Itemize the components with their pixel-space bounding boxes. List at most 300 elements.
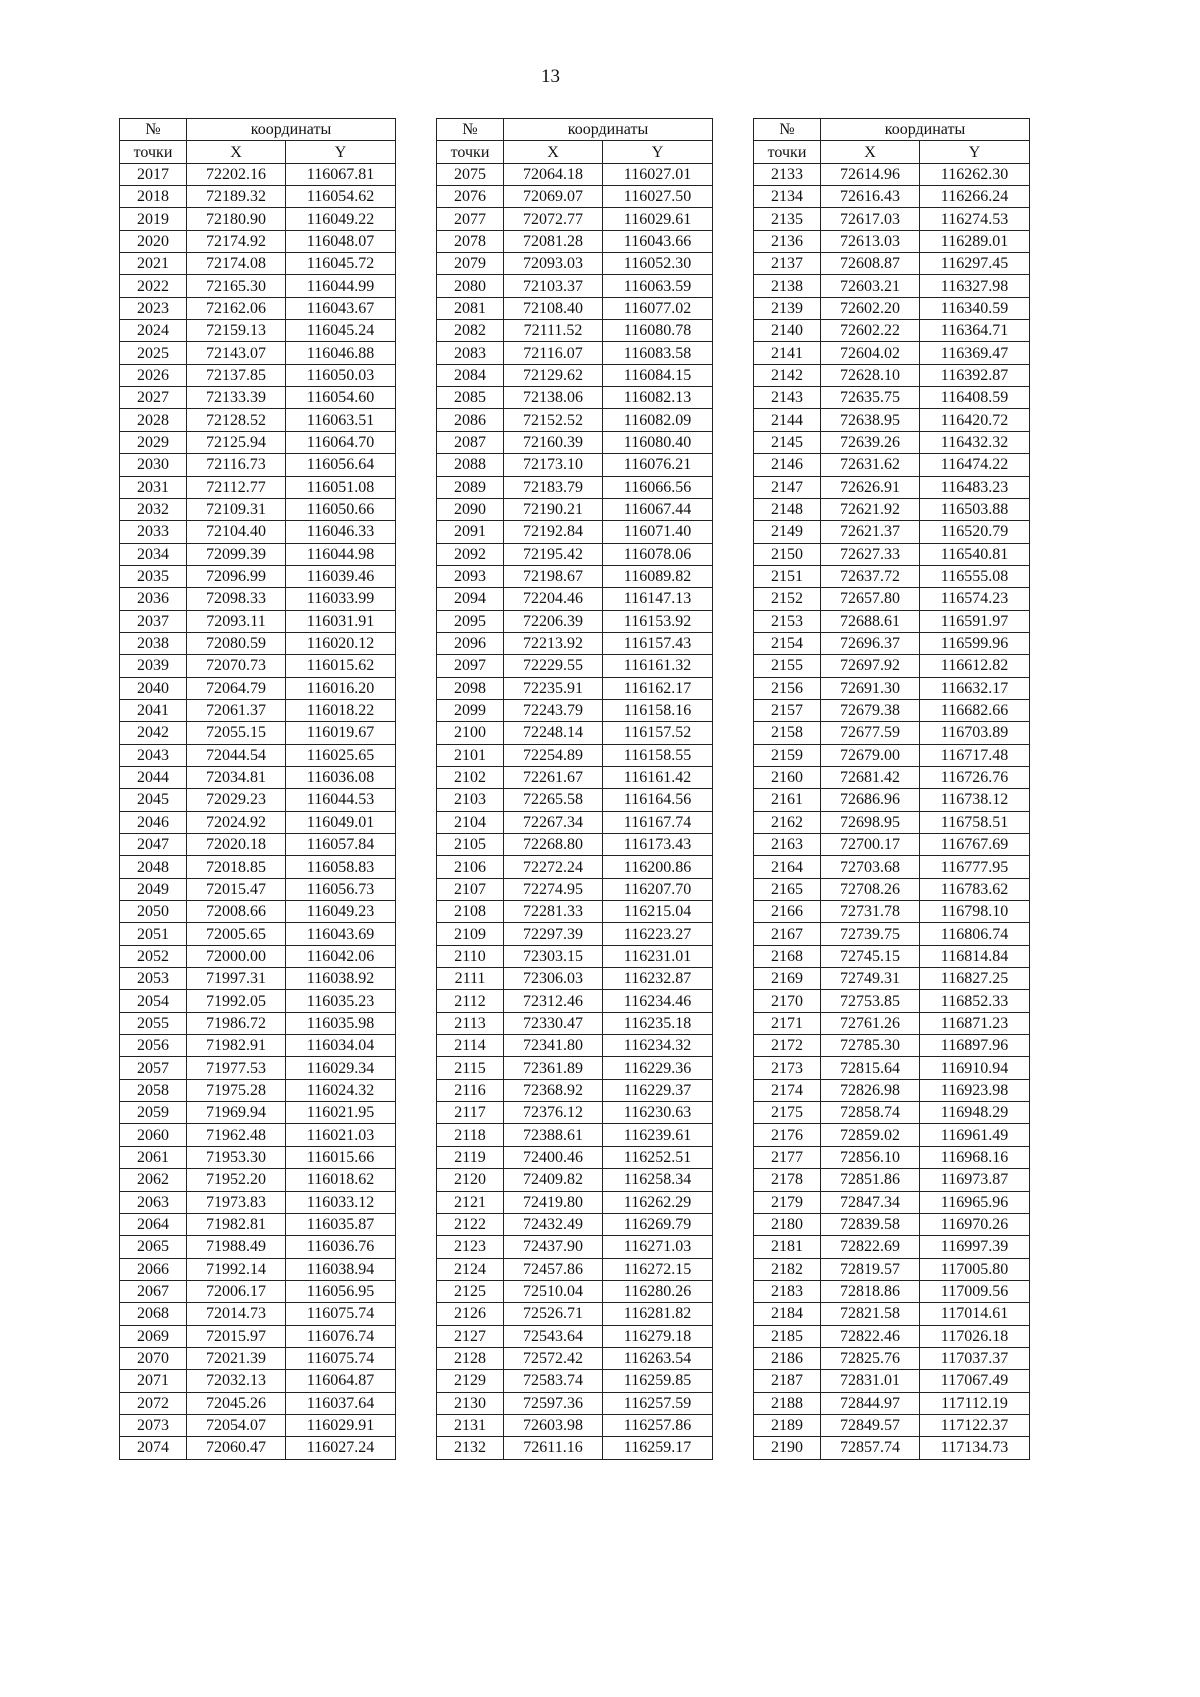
table-row	[120, 990, 396, 1012]
y-coordinate-cell: 116965.96	[920, 1191, 1030, 1213]
x-coordinate-cell: 72400.46	[504, 1146, 603, 1168]
x-coordinate-cell: 72061.37	[187, 699, 286, 721]
header-point-number-bottom: точки	[120, 141, 187, 163]
point-number-cell: 2161	[754, 789, 821, 811]
y-coordinate-cell: 116029.34	[286, 1057, 396, 1079]
y-coordinate-cell: 116297.45	[920, 253, 1030, 275]
x-coordinate-cell: 72626.91	[821, 476, 920, 498]
table-row	[754, 945, 1030, 967]
table-row	[754, 722, 1030, 744]
y-coordinate-cell: 116973.87	[920, 1169, 1030, 1191]
table-row	[437, 632, 713, 654]
x-coordinate-cell: 72831.01	[821, 1370, 920, 1392]
x-coordinate-cell: 72602.22	[821, 320, 920, 342]
table-row	[437, 476, 713, 498]
x-coordinate-cell: 72306.03	[504, 968, 603, 990]
point-number-cell: 2025	[120, 342, 187, 364]
table-row	[437, 1146, 713, 1168]
point-number-cell: 2154	[754, 632, 821, 654]
y-coordinate-cell: 116164.56	[603, 789, 713, 811]
y-coordinate-cell: 116036.08	[286, 766, 396, 788]
table-row	[437, 1169, 713, 1191]
point-number-cell: 2093	[437, 565, 504, 587]
y-coordinate-cell: 116777.95	[920, 856, 1030, 878]
table-row	[437, 766, 713, 788]
header-coordinates: координаты	[821, 119, 1030, 141]
x-coordinate-cell: 71982.81	[187, 1213, 286, 1235]
table-row	[437, 1392, 713, 1414]
table-row	[120, 744, 396, 766]
table-row	[120, 476, 396, 498]
x-coordinate-cell: 72054.07	[187, 1414, 286, 1436]
x-coordinate-cell: 72341.80	[504, 1035, 603, 1057]
table-row	[437, 1370, 713, 1392]
point-number-cell: 2125	[437, 1280, 504, 1302]
y-coordinate-cell: 117014.61	[920, 1303, 1030, 1325]
table-row	[754, 990, 1030, 1012]
y-coordinate-cell: 116025.65	[286, 744, 396, 766]
x-coordinate-cell: 72761.26	[821, 1012, 920, 1034]
y-coordinate-cell: 116038.94	[286, 1258, 396, 1280]
y-coordinate-cell: 116033.99	[286, 588, 396, 610]
table-row	[437, 1035, 713, 1057]
x-coordinate-cell: 72822.46	[821, 1325, 920, 1347]
y-coordinate-cell: 116052.30	[603, 253, 713, 275]
x-coordinate-cell: 71997.31	[187, 968, 286, 990]
table-row	[754, 208, 1030, 230]
point-number-cell: 2101	[437, 744, 504, 766]
table-row	[754, 297, 1030, 319]
y-coordinate-cell: 117067.49	[920, 1370, 1030, 1392]
y-coordinate-cell: 116157.43	[603, 632, 713, 654]
point-number-cell: 2163	[754, 834, 821, 856]
x-coordinate-cell: 72603.21	[821, 275, 920, 297]
point-number-cell: 2044	[120, 766, 187, 788]
x-coordinate-cell: 72268.80	[504, 834, 603, 856]
point-number-cell: 2139	[754, 297, 821, 319]
header-point-number-bottom: точки	[754, 141, 821, 163]
x-coordinate-cell: 72677.59	[821, 722, 920, 744]
y-coordinate-cell: 116049.01	[286, 811, 396, 833]
point-number-cell: 2090	[437, 498, 504, 520]
x-coordinate-cell: 72457.86	[504, 1258, 603, 1280]
table-row	[437, 901, 713, 923]
table-row	[437, 1124, 713, 1146]
x-coordinate-cell: 72069.07	[504, 186, 603, 208]
x-coordinate-cell: 72638.95	[821, 409, 920, 431]
x-coordinate-cell: 72195.42	[504, 543, 603, 565]
point-number-cell: 2143	[754, 387, 821, 409]
point-number-cell: 2045	[120, 789, 187, 811]
point-number-cell: 2172	[754, 1035, 821, 1057]
y-coordinate-cell: 116262.29	[603, 1191, 713, 1213]
table-row	[437, 364, 713, 386]
x-coordinate-cell: 72281.33	[504, 901, 603, 923]
y-coordinate-cell: 116257.59	[603, 1392, 713, 1414]
table-row	[437, 431, 713, 453]
x-coordinate-cell: 72254.89	[504, 744, 603, 766]
y-coordinate-cell: 116520.79	[920, 521, 1030, 543]
table-row	[437, 945, 713, 967]
y-coordinate-cell: 116035.98	[286, 1012, 396, 1034]
point-number-cell: 2179	[754, 1191, 821, 1213]
y-coordinate-cell: 116078.06	[603, 543, 713, 565]
coordinates-table-2	[436, 118, 713, 1460]
y-coordinate-cell: 116327.98	[920, 275, 1030, 297]
point-number-cell: 2147	[754, 476, 821, 498]
point-number-cell: 2119	[437, 1146, 504, 1168]
x-coordinate-cell: 72297.39	[504, 923, 603, 945]
point-number-cell: 2145	[754, 431, 821, 453]
x-coordinate-cell: 72015.47	[187, 878, 286, 900]
y-coordinate-cell: 116369.47	[920, 342, 1030, 364]
table-row	[120, 1079, 396, 1101]
point-number-cell: 2063	[120, 1191, 187, 1213]
x-coordinate-cell: 72044.54	[187, 744, 286, 766]
point-number-cell: 2146	[754, 454, 821, 476]
y-coordinate-cell: 116048.07	[286, 230, 396, 252]
x-coordinate-cell: 72628.10	[821, 364, 920, 386]
y-coordinate-cell: 116063.59	[603, 275, 713, 297]
table-row	[437, 543, 713, 565]
x-coordinate-cell: 72032.13	[187, 1370, 286, 1392]
point-number-cell: 2113	[437, 1012, 504, 1034]
y-coordinate-cell: 117122.37	[920, 1414, 1030, 1436]
table-row	[120, 498, 396, 520]
point-number-cell: 2104	[437, 811, 504, 833]
y-coordinate-cell: 116035.87	[286, 1213, 396, 1235]
table-row	[754, 364, 1030, 386]
y-coordinate-cell: 116364.71	[920, 320, 1030, 342]
y-coordinate-cell: 116162.17	[603, 677, 713, 699]
table-row	[754, 744, 1030, 766]
table-row	[437, 1236, 713, 1258]
y-coordinate-cell: 116280.26	[603, 1280, 713, 1302]
point-number-cell: 2169	[754, 968, 821, 990]
y-coordinate-cell: 116612.82	[920, 655, 1030, 677]
table-row	[120, 297, 396, 319]
x-coordinate-cell: 72368.92	[504, 1079, 603, 1101]
y-coordinate-cell: 116054.60	[286, 387, 396, 409]
y-coordinate-cell: 116067.44	[603, 498, 713, 520]
y-coordinate-cell: 116015.66	[286, 1146, 396, 1168]
table-row	[754, 342, 1030, 364]
table-row	[437, 342, 713, 364]
x-coordinate-cell: 72029.23	[187, 789, 286, 811]
x-coordinate-cell: 71977.53	[187, 1057, 286, 1079]
y-coordinate-cell: 116232.87	[603, 968, 713, 990]
point-number-cell: 2134	[754, 186, 821, 208]
y-coordinate-cell: 116269.79	[603, 1213, 713, 1235]
x-coordinate-cell: 72572.42	[504, 1347, 603, 1369]
table-row	[754, 1146, 1030, 1168]
point-number-cell: 2150	[754, 543, 821, 565]
point-number-cell: 2186	[754, 1347, 821, 1369]
table-row	[120, 275, 396, 297]
y-coordinate-cell: 117037.37	[920, 1347, 1030, 1369]
y-coordinate-cell: 116045.72	[286, 253, 396, 275]
table-row	[437, 297, 713, 319]
x-coordinate-cell: 72708.26	[821, 878, 920, 900]
point-number-cell: 2085	[437, 387, 504, 409]
x-coordinate-cell: 71969.94	[187, 1102, 286, 1124]
y-coordinate-cell: 116161.42	[603, 766, 713, 788]
x-coordinate-cell: 72129.62	[504, 364, 603, 386]
x-coordinate-cell: 72143.07	[187, 342, 286, 364]
point-number-cell: 2114	[437, 1035, 504, 1057]
y-coordinate-cell: 116910.94	[920, 1057, 1030, 1079]
point-number-cell: 2092	[437, 543, 504, 565]
header-coordinates: координаты	[504, 119, 713, 141]
x-coordinate-cell: 72024.92	[187, 811, 286, 833]
point-number-cell: 2137	[754, 253, 821, 275]
y-coordinate-cell: 116018.62	[286, 1169, 396, 1191]
x-coordinate-cell: 72819.57	[821, 1258, 920, 1280]
table-row	[437, 1280, 713, 1302]
table-row	[754, 901, 1030, 923]
table-row	[437, 744, 713, 766]
coordinates-table-3	[753, 118, 1030, 1460]
x-coordinate-cell: 72849.57	[821, 1414, 920, 1436]
y-coordinate-cell: 116923.98	[920, 1079, 1030, 1101]
y-coordinate-cell: 116231.01	[603, 945, 713, 967]
table-row	[437, 923, 713, 945]
table-row	[754, 1347, 1030, 1369]
x-coordinate-cell: 72437.90	[504, 1236, 603, 1258]
point-number-cell: 2106	[437, 856, 504, 878]
point-number-cell: 2129	[437, 1370, 504, 1392]
x-coordinate-cell: 72637.72	[821, 565, 920, 587]
y-coordinate-cell: 116020.12	[286, 632, 396, 654]
point-number-cell: 2115	[437, 1057, 504, 1079]
point-number-cell: 2123	[437, 1236, 504, 1258]
x-coordinate-cell: 72235.91	[504, 677, 603, 699]
point-number-cell: 2064	[120, 1213, 187, 1235]
table-row	[120, 1102, 396, 1124]
y-coordinate-cell: 116054.62	[286, 186, 396, 208]
x-coordinate-cell: 72847.34	[821, 1191, 920, 1213]
point-number-cell: 2075	[437, 163, 504, 185]
point-number-cell: 2048	[120, 856, 187, 878]
table-row	[120, 766, 396, 788]
point-number-cell: 2108	[437, 901, 504, 923]
table-row	[437, 1012, 713, 1034]
coordinates-table-1	[119, 118, 396, 1460]
table-row	[120, 1437, 396, 1459]
table-row	[120, 565, 396, 587]
table-row	[437, 565, 713, 587]
point-number-cell: 2067	[120, 1280, 187, 1302]
point-number-cell: 2177	[754, 1146, 821, 1168]
table-row	[754, 1169, 1030, 1191]
y-coordinate-cell: 116056.73	[286, 878, 396, 900]
y-coordinate-cell: 116798.10	[920, 901, 1030, 923]
x-coordinate-cell: 72104.40	[187, 521, 286, 543]
x-coordinate-cell: 72064.79	[187, 677, 286, 699]
table-row	[754, 632, 1030, 654]
point-number-cell: 2054	[120, 990, 187, 1012]
table-row	[120, 901, 396, 923]
point-number-cell: 2034	[120, 543, 187, 565]
y-coordinate-cell: 116281.82	[603, 1303, 713, 1325]
y-coordinate-cell: 116158.16	[603, 699, 713, 721]
table-row	[754, 834, 1030, 856]
point-number-cell: 2180	[754, 1213, 821, 1235]
point-number-cell: 2042	[120, 722, 187, 744]
point-number-cell: 2122	[437, 1213, 504, 1235]
x-coordinate-cell: 72785.30	[821, 1035, 920, 1057]
point-number-cell: 2178	[754, 1169, 821, 1191]
x-coordinate-cell: 72617.03	[821, 208, 920, 230]
table-row	[120, 945, 396, 967]
header-point-number-top: №	[437, 119, 504, 141]
point-number-cell: 2074	[120, 1437, 187, 1459]
table-row	[437, 811, 713, 833]
point-number-cell: 2043	[120, 744, 187, 766]
table-row	[754, 968, 1030, 990]
y-coordinate-cell: 116043.69	[286, 923, 396, 945]
point-number-cell: 2032	[120, 498, 187, 520]
y-coordinate-cell: 116089.82	[603, 565, 713, 587]
table-row	[120, 655, 396, 677]
y-coordinate-cell: 116157.52	[603, 722, 713, 744]
y-coordinate-cell: 116082.13	[603, 387, 713, 409]
table-row	[120, 1414, 396, 1436]
point-number-cell: 2079	[437, 253, 504, 275]
table-row	[120, 789, 396, 811]
y-coordinate-cell: 116043.66	[603, 230, 713, 252]
x-coordinate-cell: 72267.34	[504, 811, 603, 833]
point-number-cell: 2080	[437, 275, 504, 297]
table-row	[754, 431, 1030, 453]
table-row	[437, 1102, 713, 1124]
table-row	[437, 163, 713, 185]
table-row	[120, 677, 396, 699]
table-row	[437, 1303, 713, 1325]
point-number-cell: 2156	[754, 677, 821, 699]
point-number-cell: 2019	[120, 208, 187, 230]
point-number-cell: 2135	[754, 208, 821, 230]
point-number-cell: 2087	[437, 431, 504, 453]
x-coordinate-cell: 72688.61	[821, 610, 920, 632]
table-row	[754, 1325, 1030, 1347]
x-coordinate-cell: 72330.47	[504, 1012, 603, 1034]
point-number-cell: 2089	[437, 476, 504, 498]
x-coordinate-cell: 72180.90	[187, 208, 286, 230]
y-coordinate-cell: 116599.96	[920, 632, 1030, 654]
table-row	[437, 990, 713, 1012]
x-coordinate-cell: 72274.95	[504, 878, 603, 900]
y-coordinate-cell: 116064.70	[286, 431, 396, 453]
table-row	[120, 1392, 396, 1414]
y-coordinate-cell: 116726.76	[920, 766, 1030, 788]
y-coordinate-cell: 116814.84	[920, 945, 1030, 967]
point-number-cell: 2120	[437, 1169, 504, 1191]
table-row	[120, 632, 396, 654]
x-coordinate-cell: 72825.76	[821, 1347, 920, 1369]
point-number-cell: 2132	[437, 1437, 504, 1459]
x-coordinate-cell: 72229.55	[504, 655, 603, 677]
y-coordinate-cell: 116064.87	[286, 1370, 396, 1392]
x-coordinate-cell: 72034.81	[187, 766, 286, 788]
x-coordinate-cell: 72072.77	[504, 208, 603, 230]
point-number-cell: 2127	[437, 1325, 504, 1347]
table-row	[754, 1414, 1030, 1436]
y-coordinate-cell: 116948.29	[920, 1102, 1030, 1124]
y-coordinate-cell: 116063.51	[286, 409, 396, 431]
x-coordinate-cell: 72859.02	[821, 1124, 920, 1146]
y-coordinate-cell: 116029.61	[603, 208, 713, 230]
y-coordinate-cell: 116071.40	[603, 521, 713, 543]
point-number-cell: 2083	[437, 342, 504, 364]
table-row	[437, 699, 713, 721]
y-coordinate-cell: 116234.46	[603, 990, 713, 1012]
x-coordinate-cell: 72018.85	[187, 856, 286, 878]
header-coordinates: координаты	[187, 119, 396, 141]
table-row	[754, 1437, 1030, 1459]
x-coordinate-cell: 72822.69	[821, 1236, 920, 1258]
y-coordinate-cell: 116340.59	[920, 297, 1030, 319]
y-coordinate-cell: 116046.88	[286, 342, 396, 364]
table-row	[754, 543, 1030, 565]
x-coordinate-cell: 72749.31	[821, 968, 920, 990]
x-coordinate-cell: 72731.78	[821, 901, 920, 923]
header-x: X	[504, 141, 603, 163]
x-coordinate-cell: 72631.62	[821, 454, 920, 476]
y-coordinate-cell: 116051.08	[286, 476, 396, 498]
table-row	[120, 811, 396, 833]
y-coordinate-cell: 116077.02	[603, 297, 713, 319]
x-coordinate-cell: 72000.00	[187, 945, 286, 967]
table-row	[120, 722, 396, 744]
x-coordinate-cell: 72125.94	[187, 431, 286, 453]
table-row	[754, 789, 1030, 811]
table-row	[120, 1370, 396, 1392]
point-number-cell: 2136	[754, 230, 821, 252]
table-row	[437, 230, 713, 252]
x-coordinate-cell: 72173.10	[504, 454, 603, 476]
y-coordinate-cell: 116147.13	[603, 588, 713, 610]
point-number-cell: 2026	[120, 364, 187, 386]
y-coordinate-cell: 116084.15	[603, 364, 713, 386]
point-number-cell: 2153	[754, 610, 821, 632]
y-coordinate-cell: 117005.80	[920, 1258, 1030, 1280]
point-number-cell: 2098	[437, 677, 504, 699]
point-number-cell: 2164	[754, 856, 821, 878]
y-coordinate-cell: 116044.99	[286, 275, 396, 297]
table-row	[754, 230, 1030, 252]
x-coordinate-cell: 72198.67	[504, 565, 603, 587]
y-coordinate-cell: 116153.92	[603, 610, 713, 632]
y-coordinate-cell: 116392.87	[920, 364, 1030, 386]
table-row	[754, 588, 1030, 610]
x-coordinate-cell: 72162.06	[187, 297, 286, 319]
table-row	[754, 498, 1030, 520]
table-row	[120, 163, 396, 185]
x-coordinate-cell: 72189.32	[187, 186, 286, 208]
x-coordinate-cell: 72526.71	[504, 1303, 603, 1325]
header-point-number-top: №	[120, 119, 187, 141]
point-number-cell: 2155	[754, 655, 821, 677]
point-number-cell: 2118	[437, 1124, 504, 1146]
point-number-cell: 2040	[120, 677, 187, 699]
y-coordinate-cell: 116066.56	[603, 476, 713, 498]
table-row	[754, 186, 1030, 208]
x-coordinate-cell: 72409.82	[504, 1169, 603, 1191]
y-coordinate-cell: 116897.96	[920, 1035, 1030, 1057]
x-coordinate-cell: 72099.39	[187, 543, 286, 565]
point-number-cell: 2184	[754, 1303, 821, 1325]
